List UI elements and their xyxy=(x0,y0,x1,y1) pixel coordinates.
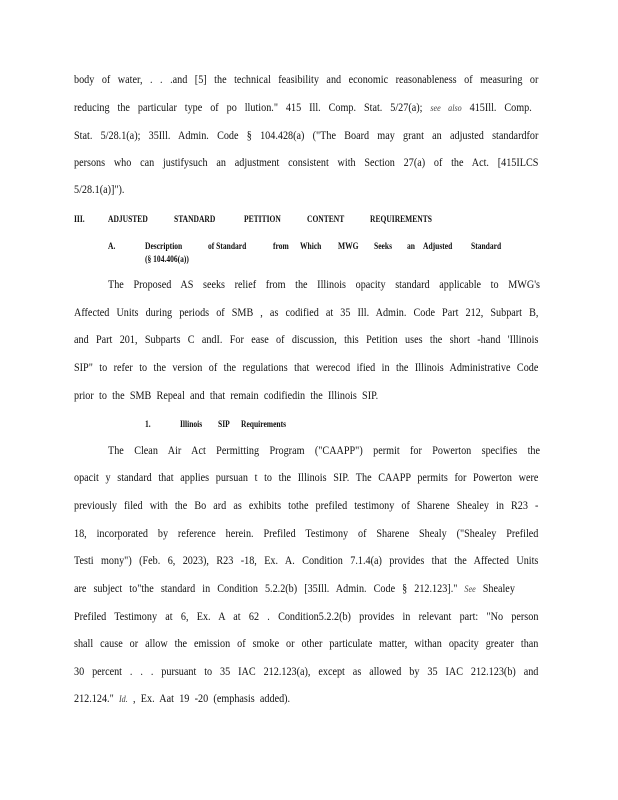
body-line: 30 percent . . . pursuant to 35 IAC 212.123(a), except as allowed by 35 IAC 212.123(b) and xyxy=(74,666,539,678)
body-line xyxy=(74,692,493,706)
subsection-heading-word: Which xyxy=(300,241,322,251)
subsection-heading-number: A. xyxy=(108,241,116,251)
body-line: The Proposed AS seeks relief from the Illinois opacity standard applicable to MWG's xyxy=(108,279,540,291)
section-heading-word: CONTENT xyxy=(307,214,345,224)
citation-signal: Id. xyxy=(118,694,128,704)
subsection-heading-word: an xyxy=(407,241,415,251)
section-heading-word: PETITION xyxy=(244,214,281,224)
section-heading-word: STANDARD xyxy=(174,214,216,224)
body-line: 18, incorporated by reference herein. Prefiled Testimony of Sharene Shealy ("Shealey Prefiled xyxy=(74,528,539,540)
citation-signal: see also xyxy=(430,103,462,113)
body-text: reducing the particular type of po llution." 415 Ill. Comp. Stat. 5/27(a); xyxy=(74,102,431,114)
subsection-heading-word: Adjusted xyxy=(423,241,453,251)
subsection-heading-word: from xyxy=(273,241,289,251)
body-line: and Part 201, Subparts C andI. For ease of discussion, this Petition uses the short -hand 'Illinois xyxy=(74,334,539,346)
body-line: persons who can justifysuch an adjustment consistent with Section 27(a) of the Act. [415ILCS xyxy=(74,157,539,169)
subsubsection-heading-word: Illinois xyxy=(180,419,203,429)
body-line xyxy=(74,101,532,115)
subsection-heading-word: MWG xyxy=(338,241,359,251)
subsubsection-heading-number: 1. xyxy=(145,419,151,429)
body-text: 415Ill. Comp. xyxy=(461,102,532,114)
body-line: shall cause or allow the emission of smoke or other particulate matter, withan opacity greater than xyxy=(74,638,539,650)
subsection-heading-word: of Standard xyxy=(208,241,247,251)
section-heading-number: III. xyxy=(74,214,85,224)
citation-signal: See xyxy=(464,584,476,594)
body-line: opacit y standard that applies pursuan t to the Illinois SIP. The CAAPP permits for Powerton were xyxy=(74,472,539,484)
body-line: prior to the SMB Repeal and that remain codifiedin the Illinois SIP. xyxy=(74,390,379,402)
body-text: , Ex. Aat 19 -20 (emphasis added). xyxy=(127,693,291,705)
body-line: Stat. 5/28.1(a); 35Ill. Admin. Code § 104.428(a) ("The Board may grant an adjusted standardfor xyxy=(74,130,539,142)
body-text: 212.124." xyxy=(74,693,119,705)
subsubsection-heading-word: SIP xyxy=(218,419,230,429)
subsection-heading-word: Standard xyxy=(471,241,502,251)
section-heading-word: ADJUSTED xyxy=(108,214,148,224)
body-line: SIP" to refer to the version of the regulations that werecod ified in the Illinois Administrative Code xyxy=(74,362,539,374)
subsection-heading-citation: (§ 104.406(a)) xyxy=(145,254,189,264)
body-line: body of water, . . .and [5] the technical feasibility and economic reasonableness of measuring or xyxy=(74,74,539,86)
body-line: Affected Units during periods of SMB , as codified at 35 Ill. Admin. Code Part 212, Subpart B, xyxy=(74,307,539,319)
section-heading-word: REQUIREMENTS xyxy=(370,214,432,224)
body-line xyxy=(74,582,515,596)
body-line: Prefiled Testimony at 6, Ex. A at 62 . Condition5.2.2(b) provides in relevant part: "No person xyxy=(74,611,539,623)
body-text: are subject to"the standard in Condition 5.2.2(b) [35Ill. Admin. Code § 212.123]." xyxy=(74,583,465,595)
body-line: Testi mony") (Feb. 6, 2023), R23 -18, Ex. A. Condition 7.1.4(a) provides that the Affected Units xyxy=(74,555,539,567)
body-line: 5/28.1(a)]"). xyxy=(74,184,125,196)
subsection-heading-word: Description xyxy=(145,241,183,251)
subsection-heading-word: Seeks xyxy=(374,241,393,251)
body-text: Shealey xyxy=(475,583,515,595)
body-line: previously filed with the Bo ard as exhibits tothe prefiled testimony of Sharene Shealey in R23 - xyxy=(74,500,539,512)
subsubsection-heading-word: Requirements xyxy=(241,419,287,429)
body-line: The Clean Air Act Permitting Program ("CAAPP") permit for Powerton specifies the xyxy=(108,445,540,457)
